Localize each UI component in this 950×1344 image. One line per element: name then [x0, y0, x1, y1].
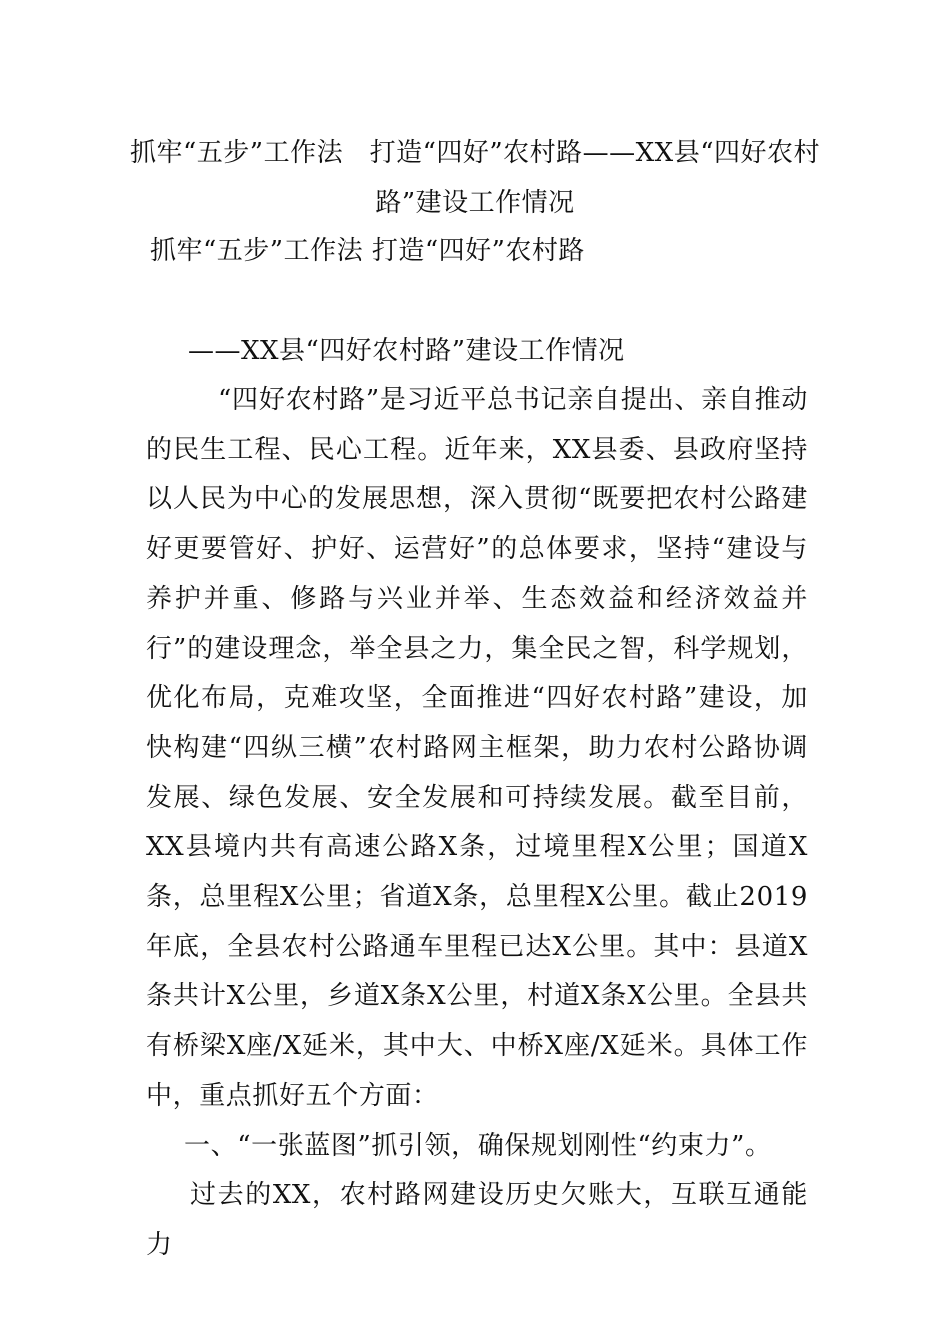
- document-body: [146, 376, 808, 1271]
- paragraph-intro: “四好农村路”是习近平总书记亲自提出、亲自推动的民生工程、民心工程。近年来，XX县委、县政府坚持以人民为中心的发展思想，深入贯彻“既要把农村公路建好更要管好、护好、运营好”的总体要求，坚持“建设与养护并重、修路与兴业并举、生态效益和经济效益并行”的建设理念，举全县之力，集全民之智，科学规划，优化布局，克难攻坚，全面推进“四好农村路”建设，加快构建“四纵三横”农村路网主框架，助力农村公路协调发展、绿色发展、安全发展和可持续发展。截至目前，XX县境内共有高速公路X条，过境里程X公里；国道X条，总里程X公里；省道X条，总里程X公里。截止2019年底，全县农村公路通车里程已达X公里。其中：县道X条共计X公里，乡道X条X公里，村道X条X公里。全县共有桥梁X座/X延米，其中大、中桥X座/X延米。具体工作中，重点抓好五个方面：: [146, 385, 808, 1111]
- paragraph-section-heading: 一、“一张蓝图”抓引领，确保规划刚性“约束力”。: [184, 1130, 772, 1161]
- document-subtitle: 抓牢“五步”工作法 打造“四好”农村路: [150, 236, 585, 266]
- document-subtitle-dash: ——XX县“四好农村路”建设工作情况: [188, 336, 625, 366]
- paragraph-section-body: 过去的XX，农村路网建设历史欠账大，互联互通能力: [146, 1180, 808, 1260]
- document-title: 抓牢“五步”工作法 打造“四好”农村路——XX县“四好农村路”建设工作情况: [130, 138, 820, 218]
